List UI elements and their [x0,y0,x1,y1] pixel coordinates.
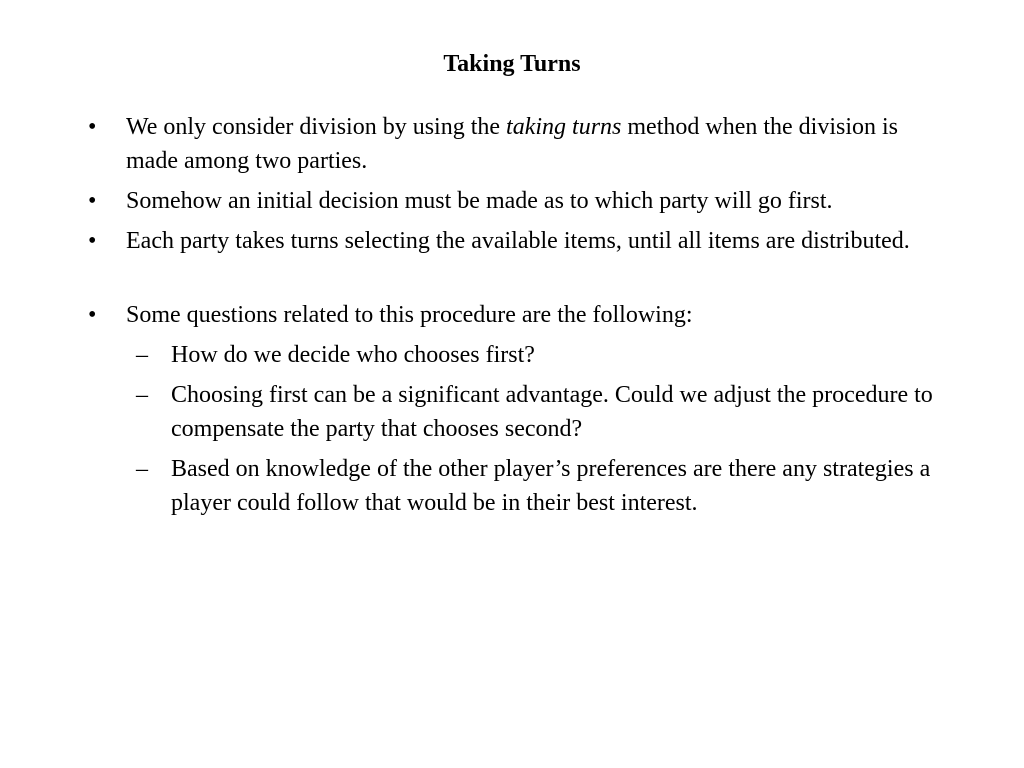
sub-item-text: Choosing first can be a significant advantage. Could we adjust the procedure to compensate the party that chooses second? [171,382,933,442]
dash-marker: – [136,382,148,408]
bullet-list [86,110,946,526]
bullet-text: Each party takes turns selecting the available items, until all items are distributed. [126,228,910,254]
bullet-text: Somehow an initial decision must be made as to which party will go first. [126,188,833,214]
sub-item [86,452,946,520]
sub-item [86,338,946,372]
bullet-item [86,298,946,332]
slide-title: Taking Turns [443,51,581,77]
spacer [86,264,946,298]
bullet-marker: • [88,114,97,140]
bullet-item [86,224,946,258]
bullet-marker: • [88,228,97,254]
bullet-marker: • [88,302,97,328]
sub-item-text: How do we decide who chooses first? [171,342,535,368]
bullet-item [86,110,946,178]
sub-item [86,378,946,446]
bullet-text: Some questions related to this procedure are the following: [126,302,693,328]
emphasis-text: taking turns [506,114,622,140]
bullet-marker: • [88,188,97,214]
dash-marker: – [136,342,148,368]
bullet-item [86,184,946,218]
bullet-text: We only consider division by using the taking turns method when the division is made among two parties. [126,114,899,174]
dash-marker: – [136,456,148,482]
sub-item-text: Based on knowledge of the other player’s preferences are there any strategies a player could follow that would be in their best interest. [171,456,931,516]
